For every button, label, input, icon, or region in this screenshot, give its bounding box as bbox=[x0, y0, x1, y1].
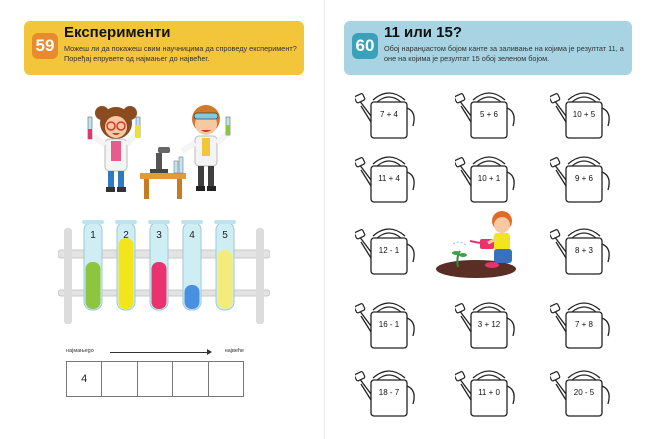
can-expression: 11 + 0 bbox=[478, 388, 500, 397]
task-60-banner bbox=[344, 21, 632, 75]
smallest-label: најмањеgo bbox=[66, 348, 94, 354]
can-expression: 10 + 1 bbox=[477, 174, 501, 183]
watering-can-12[interactable] bbox=[355, 364, 417, 420]
test-tube-4 bbox=[181, 220, 203, 310]
task-59-banner bbox=[24, 21, 304, 75]
test-tube-rack bbox=[58, 218, 270, 328]
order-cell-4[interactable] bbox=[173, 362, 208, 396]
watering-can-13[interactable] bbox=[455, 364, 517, 420]
can-expression: 7 + 8 bbox=[574, 320, 593, 329]
watering-can-14[interactable] bbox=[550, 364, 612, 420]
task-number-badge: 60 bbox=[352, 33, 378, 59]
tube-number-5: 5 bbox=[222, 230, 228, 241]
task-instructions: Обој наранџастом бојом канте за заливање на којима је резултат 11, а оне на којима је резултат 15 обој зеленом бојом. bbox=[384, 44, 624, 63]
tube-number-4: 4 bbox=[189, 230, 195, 241]
can-expression: 18 - 7 bbox=[378, 388, 400, 397]
tube-liquid-5 bbox=[218, 250, 233, 309]
order-cell-5[interactable] bbox=[209, 362, 243, 396]
task-title: Експерименти bbox=[64, 24, 171, 41]
tube-number-1: 1 bbox=[90, 230, 96, 241]
task-number-badge: 59 bbox=[32, 33, 58, 59]
watering-can-7[interactable] bbox=[355, 222, 417, 278]
tube-liquid-3 bbox=[152, 262, 167, 309]
ordering-table-header bbox=[66, 346, 244, 360]
tube-number-2: 2 bbox=[123, 230, 129, 241]
tube-number-3: 3 bbox=[156, 230, 162, 241]
girl-watering-plant-illustration bbox=[436, 205, 526, 280]
watering-can-9[interactable] bbox=[355, 296, 417, 352]
boy-scientist-icon bbox=[182, 105, 230, 191]
watering-can-8[interactable] bbox=[550, 222, 612, 278]
can-expression: 9 + 6 bbox=[574, 174, 593, 183]
task-title: 11 или 15? bbox=[384, 24, 463, 41]
order-cell-3[interactable] bbox=[138, 362, 173, 396]
arrow-right-icon bbox=[110, 352, 208, 353]
ordering-table bbox=[66, 346, 244, 400]
test-tube-3 bbox=[148, 220, 170, 310]
can-expression: 12 - 1 bbox=[378, 246, 400, 255]
watering-can-2[interactable] bbox=[455, 86, 517, 142]
test-tube-5 bbox=[214, 220, 236, 310]
girl-scientist-icon bbox=[88, 106, 140, 192]
tube-liquid-1 bbox=[86, 262, 101, 309]
watering-can-10[interactable] bbox=[455, 296, 517, 352]
test-tube-2 bbox=[115, 220, 137, 310]
order-cell-1[interactable]: 4 bbox=[67, 362, 102, 396]
largest-label: највеће bbox=[224, 348, 244, 354]
can-expression: 10 + 5 bbox=[572, 110, 596, 119]
watering-can-11[interactable] bbox=[550, 296, 612, 352]
task-instructions: Можеш ли да покажеш свим научницима да спроведу експеримент? Поређај епрувете од најмањег до највећег. bbox=[64, 44, 297, 63]
watering-can-6[interactable] bbox=[550, 150, 612, 206]
watering-can-5[interactable] bbox=[455, 150, 517, 206]
watering-can-4[interactable] bbox=[355, 150, 417, 206]
tube-liquid-2 bbox=[119, 238, 134, 309]
can-expression: 20 - 5 bbox=[573, 388, 595, 397]
watering-can-1[interactable] bbox=[355, 86, 417, 142]
can-expression: 3 + 12 bbox=[477, 320, 501, 329]
can-expression: 7 + 4 bbox=[379, 110, 398, 119]
watering-can-3[interactable] bbox=[550, 86, 612, 142]
order-cell-2[interactable] bbox=[102, 362, 137, 396]
scientists-illustration bbox=[78, 95, 248, 210]
can-expression: 5 + 6 bbox=[479, 110, 498, 119]
can-expression: 11 + 4 bbox=[378, 174, 400, 183]
can-expression: 16 - 1 bbox=[378, 320, 400, 329]
lab-table-icon bbox=[140, 147, 186, 199]
test-tube-1 bbox=[82, 220, 104, 310]
can-expression: 8 + 3 bbox=[574, 246, 593, 255]
ordering-row bbox=[66, 361, 244, 397]
tube-liquid-4 bbox=[185, 285, 200, 309]
